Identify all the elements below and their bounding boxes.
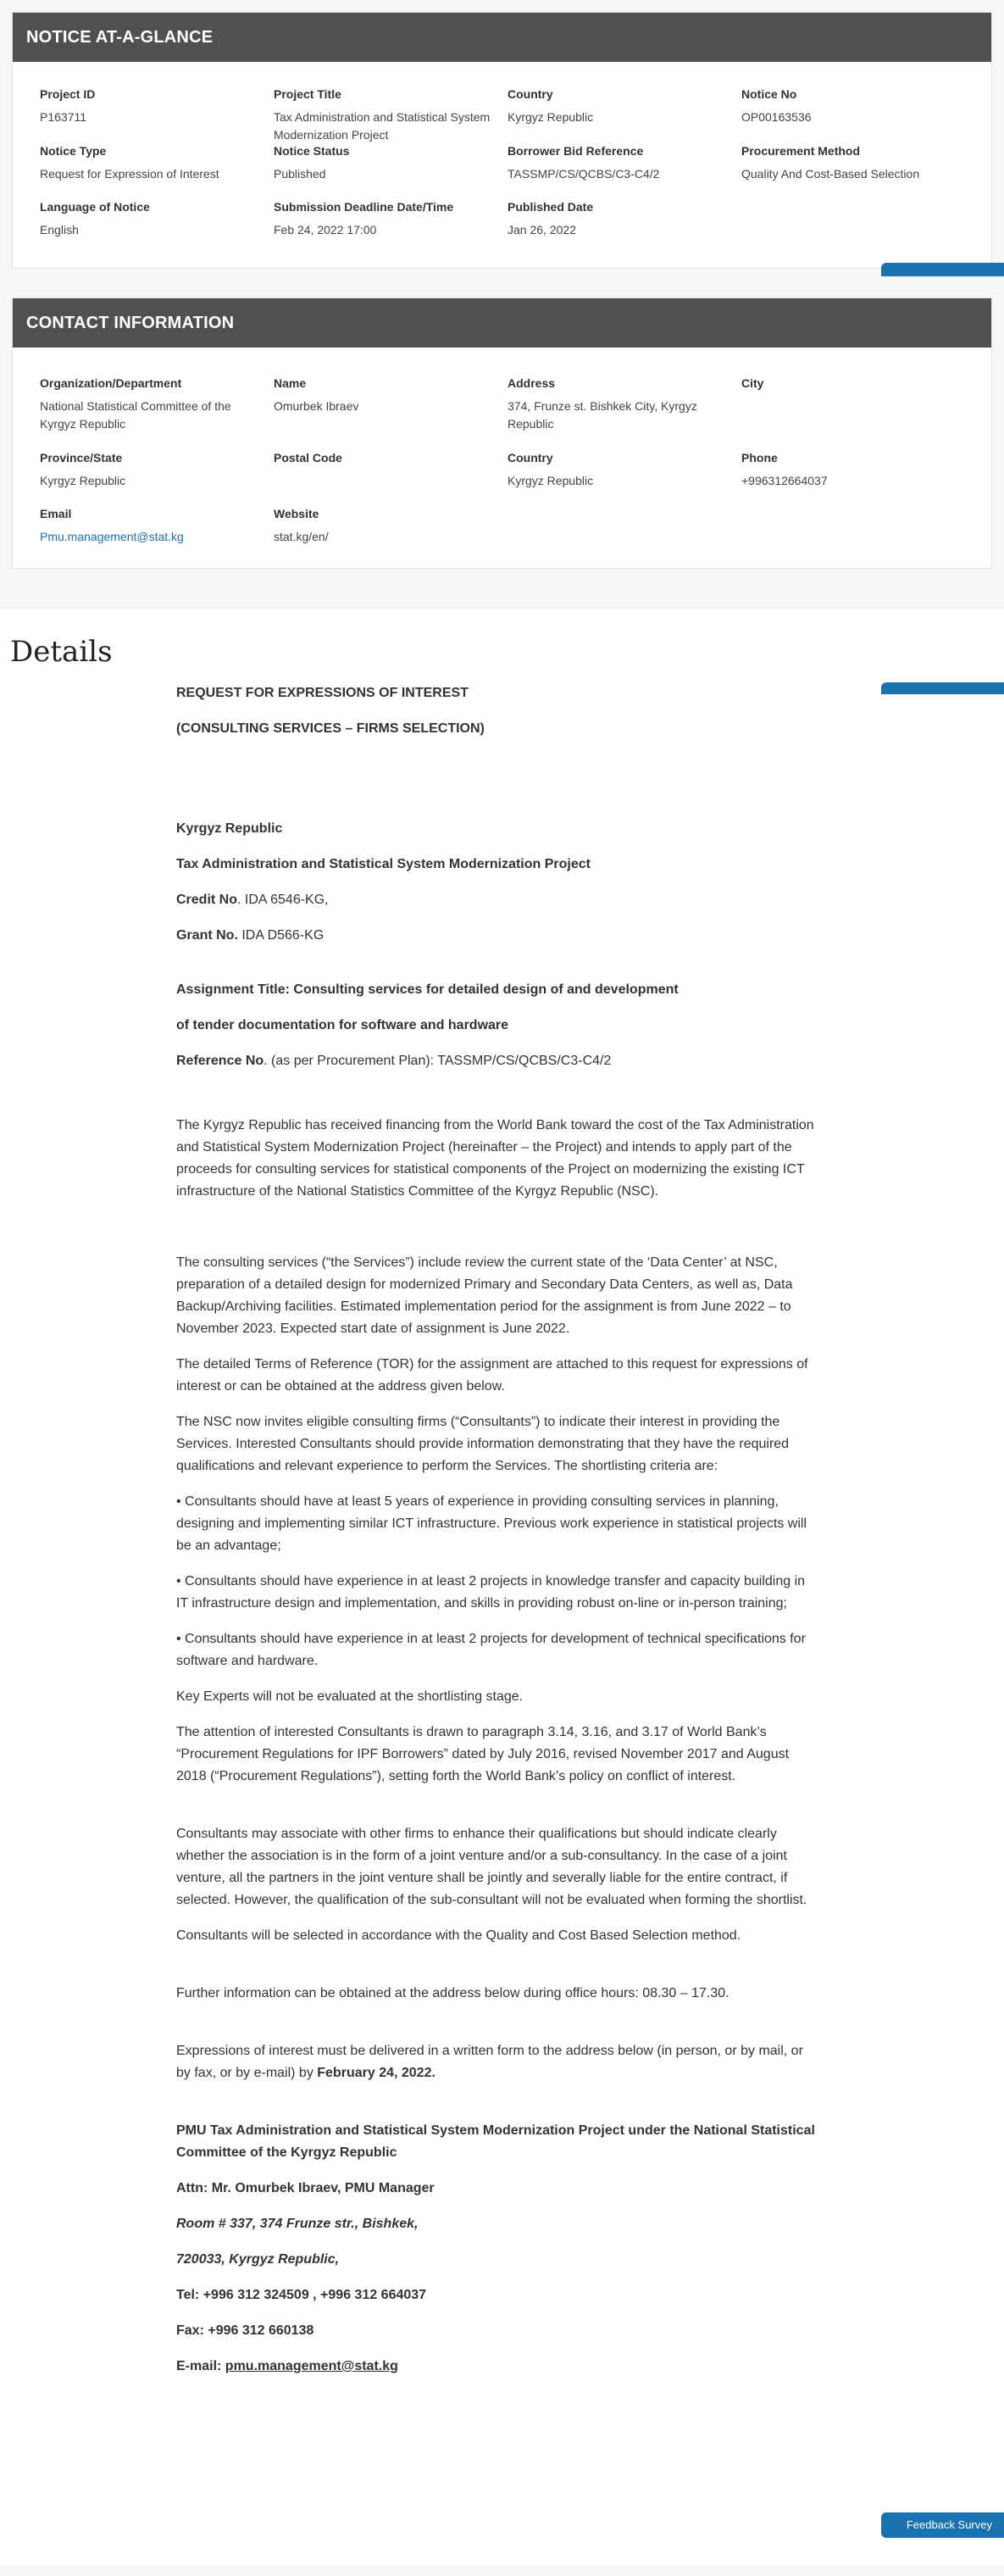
field-value: 374, Frunze st. Bishkek City, Kyrgyz Republic — [508, 399, 697, 431]
details-heading: Details — [10, 635, 113, 669]
field-value: Kyrgyz Republic — [508, 110, 594, 124]
contact-grid — [40, 376, 978, 548]
notice-field-notice-type — [40, 144, 274, 200]
field-label: Postal Code — [274, 451, 342, 465]
field-value: Kyrgyz Republic — [40, 474, 126, 487]
field-label: Project ID — [40, 87, 96, 101]
credit-label: Credit No — [176, 893, 237, 907]
spacer — [176, 754, 820, 818]
contact-field-address — [508, 376, 741, 451]
field-label: Country — [508, 87, 553, 101]
pmu-attn: Attn: Mr. Omurbek Ibraev, PMU Manager — [176, 2181, 435, 2195]
field-label: Address — [508, 376, 556, 390]
pmu-email-link[interactable]: pmu.management@stat.kg — [225, 2359, 398, 2373]
field-label: Submission Deadline Date/Time — [274, 200, 454, 214]
notice-field-language — [40, 200, 274, 256]
spacer — [176, 1801, 820, 1823]
notice-field-notice-no — [741, 87, 975, 144]
contact-field-organization — [40, 376, 274, 451]
contact-card-body — [13, 348, 991, 568]
website-value: stat.kg/en/ — [274, 530, 329, 543]
reoi-paragraph: The attention of interested Consultants is drawn to paragraph 3.14, 3.16, and 3.17 of World Bank’s “Procurement Regulations for IPF Borrowers” dated by July 2016, revised November 2017 and August 2018 (“Procurement Regulations”), setting forth the World Bank’s policy on conflict of interest. — [176, 1725, 790, 1783]
reoi-bullet: • Consultants should have experience in at least 2 projects in knowledge transfer and capacity building in IT infrastructure design and implementation, and skills in providing robust on-line or in-person training; — [176, 1574, 806, 1611]
reoi-grant-no — [176, 925, 820, 947]
reference-label: Reference No — [176, 1054, 264, 1068]
side-tab-button-2[interactable] — [881, 682, 1004, 694]
notice-field-notice-status — [274, 144, 508, 200]
notice-field-country — [508, 87, 741, 144]
pmu-room: Room # 337, 374 Frunze str., Bishkek, — [176, 2217, 419, 2231]
notice-field-borrower-bid-reference — [508, 144, 741, 200]
field-label: Name — [274, 376, 307, 390]
top-area — [0, 0, 1004, 609]
side-tab-button[interactable] — [881, 263, 1004, 276]
field-value: Tax Administration and Statistical System Modernization Project — [274, 110, 491, 142]
grant-value: IDA D566-KG — [237, 928, 324, 943]
pmu-tel: Tel: +996 312 324509 , +996 312 664037 — [176, 2288, 427, 2302]
field-value: Feb 24, 2022 17:00 — [274, 223, 377, 236]
contact-field-country — [508, 451, 741, 507]
field-label: Province/State — [40, 451, 123, 465]
spacer — [176, 1216, 820, 1252]
reoi-credit-no — [176, 889, 820, 911]
reoi-paragraph: Further information can be obtained at the address below during office hours: 08.30 – 17.30. — [176, 1986, 729, 2000]
email-label: E-mail: — [176, 2359, 225, 2373]
contact-field-phone — [741, 451, 975, 507]
field-value: OP00163536 — [741, 110, 812, 124]
contact-card — [12, 298, 992, 569]
field-label: Project Title — [274, 87, 341, 101]
contact-field-website — [274, 507, 508, 548]
reoi-bullet: • Consultants should have experience in at least 2 projects for development of technical specifications for software and hardware. — [176, 1632, 806, 1668]
reoi-paragraph: Consultants will be selected in accordance with the Quality and Cost Based Selection method. — [176, 1928, 741, 1943]
contact-card-title: CONTACT INFORMATION — [13, 298, 991, 348]
reoi-paragraph: The consulting services (“the Services”) include review the current state of the ‘Data Center’ at NSC, preparation of a detailed design for modernized Primary and Secondary Data Centers, as well as, Data Backup/Archiving facilities. Estimated implementation period for the assignment is from June 2022 – to November 2023. Expected start date of assignment is June 2022. — [176, 1255, 793, 1336]
field-label: Published Date — [508, 200, 594, 214]
feedback-survey-button[interactable]: Feedback Survey — [881, 2512, 1004, 2538]
contact-field-name — [274, 376, 508, 451]
reoi-subtitle: (CONSULTING SERVICES – FIRMS SELECTION) — [176, 721, 485, 736]
spacer — [176, 2018, 820, 2040]
field-label: Country — [508, 451, 553, 465]
field-value: English — [40, 223, 79, 236]
deadline-text: Expressions of interest must be delivered in a written form to the address below (in person, or by mail, or by fax, or by e-mail) by — [176, 2044, 803, 2080]
field-label: Email — [40, 507, 72, 520]
field-value: Request for Expression of Interest — [40, 167, 219, 181]
contact-field-postal-code — [274, 451, 508, 507]
field-label: Website — [274, 507, 319, 520]
reoi-reference-no — [176, 1050, 820, 1072]
reoi-paragraph: The detailed Terms of Reference (TOR) for the assignment are attached to this request for expressions of interest or can be obtained at the address given below. — [176, 1357, 808, 1394]
credit-value: . IDA 6546-KG, — [237, 893, 329, 907]
notice-field-project-title — [274, 87, 508, 144]
field-value: Omurbek Ibraev — [274, 399, 359, 413]
spacer — [176, 1086, 820, 1115]
notice-field-procurement-method — [741, 144, 975, 200]
field-value: +996312664037 — [741, 474, 828, 487]
spacer — [176, 960, 820, 979]
reoi-project-name: Tax Administration and Statistical System Modernization Project — [176, 857, 591, 871]
spacer — [176, 2098, 820, 2120]
field-value: Quality And Cost-Based Selection — [741, 167, 920, 181]
field-label: Language of Notice — [40, 200, 150, 214]
reoi-title: REQUEST FOR EXPRESSIONS OF INTEREST — [176, 686, 469, 700]
contact-field-province — [40, 451, 274, 507]
field-value: Kyrgyz Republic — [508, 474, 594, 487]
reoi-country: Kyrgyz Republic — [176, 821, 283, 836]
reoi-paragraph: The Kyrgyz Republic has received financing from the World Bank toward the cost of the Tax Administration and Statistical System Modernization Project (hereinafter – the Project) and intends to apply part of the proceeds for consulting services for statistical components of the Project on modernizing the existing ICT infrastructure of the National Statistics Committee of the Kyrgyz Republic (NSC). — [176, 1118, 814, 1199]
notice-field-published-date — [508, 200, 741, 256]
field-label: Phone — [741, 451, 778, 465]
details-section — [0, 609, 1004, 2565]
contact-field-city — [741, 376, 975, 451]
field-label: Procurement Method — [741, 144, 861, 158]
field-label: Borrower Bid Reference — [508, 144, 644, 158]
contact-field-email — [40, 507, 274, 548]
notice-field-submission-deadline — [274, 200, 508, 256]
grant-label: Grant No. — [176, 928, 238, 943]
reoi-paragraph: The NSC now invites eligible consulting firms (“Consultants”) to indicate their interest in providing the Services. Interested Consultants should provide information demonstrating that they have the required qualifications and relevant experience to perform the Services. The shortlisting criteria are: — [176, 1415, 790, 1473]
reoi-paragraph: Key Experts will not be evaluated at the shortlisting stage. — [176, 1689, 524, 1704]
reference-value: . (as per Procurement Plan): TASSMP/CS/QCBS/C3-C4/2 — [263, 1054, 612, 1068]
field-value: National Statistical Committee of the Kyrgyz Republic — [40, 399, 231, 431]
notice-card — [12, 12, 992, 269]
reoi-deadline-paragraph — [176, 2040, 820, 2084]
notice-card-title: NOTICE AT-A-GLANCE — [13, 13, 991, 62]
email-link[interactable]: Pmu.management@stat.kg — [40, 530, 184, 543]
pmu-name: PMU Tax Administration and Statistical System Modernization Project under the National Statistical Committee of the Kyrgyz Republic — [176, 2123, 815, 2160]
field-value: Jan 26, 2022 — [508, 223, 576, 236]
field-label: City — [741, 376, 764, 390]
field-label: Notice Status — [274, 144, 350, 158]
notice-grid — [40, 87, 978, 256]
reoi-assignment-line2: of tender documentation for software and hardware — [176, 1018, 509, 1032]
field-value: TASSMP/CS/QCBS/C3-C4/2 — [508, 167, 660, 181]
reoi-assignment-line1: Assignment Title: Consulting services for detailed design of and development — [176, 982, 679, 997]
deadline-date: February 24, 2022. — [317, 2066, 435, 2080]
pmu-postal: 720033, Kyrgyz Republic, — [176, 2252, 340, 2267]
pmu-email — [176, 2356, 820, 2378]
spacer — [176, 1961, 820, 1983]
reoi-paragraph: Consultants may associate with other firms to enhance their qualifications but should indicate clearly whether the association is in the form of a joint venture and/or a sub-consultancy. In the case of a joint venture, all the partners in the joint venture shall be jointly and severally liable for the entire contract, if selected. However, the qualification of the sub-consultant will not be evaluated when forming the shortlist. — [176, 1827, 807, 1907]
notice-field-project-id — [40, 87, 274, 144]
field-label: Notice Type — [40, 144, 107, 158]
notice-card-body — [13, 62, 991, 268]
field-label: Organization/Department — [40, 376, 182, 390]
reoi-document — [176, 682, 820, 2391]
pmu-fax: Fax: +996 312 660138 — [176, 2323, 314, 2338]
field-value: Published — [274, 167, 326, 181]
field-value: P163711 — [40, 110, 87, 124]
reoi-bullet: • Consultants should have at least 5 years of experience in providing consulting services in planning, designing and implementing similar ICT infrastructure. Previous work experience in statistical projects will be an advantage; — [176, 1494, 807, 1553]
field-label: Notice No — [741, 87, 797, 101]
